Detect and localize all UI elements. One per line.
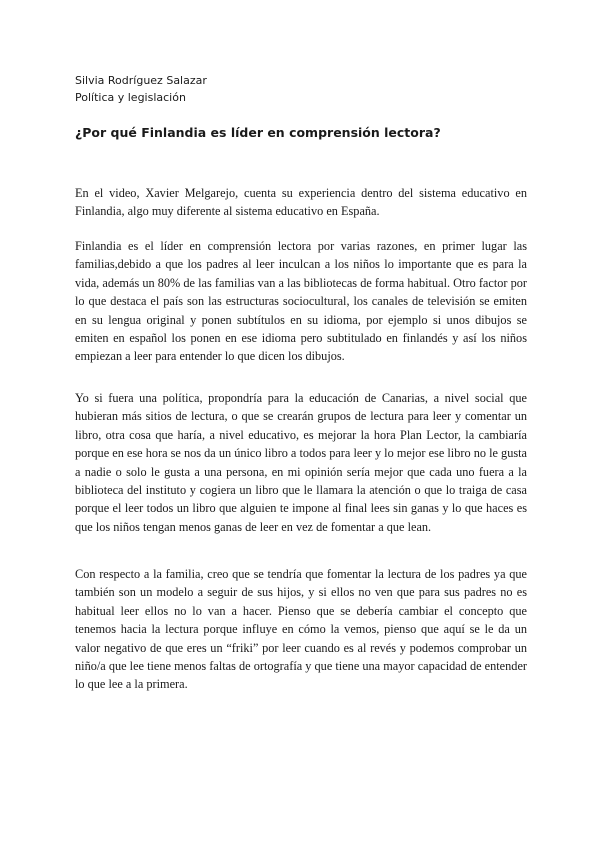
paragraph-proposal: Yo si fuera una política, propondría para la educación de Canarias, a nivel social que hubieran más sitios de lectura, o que se crearán grupos de lectura para leer y comentar un libro, otra cosa que haría, a nivel educativo, es mejorar la hora Plan Lector, la cambiaría porque en ese hora se nos da un único libro a todos para leer y lo mejor ese libro no le gusta a nadie o solo le gusta a una persona, en mi opinión sería mejor que cada uno fuera a la biblioteca del instituto y cogiera un libro que le llamara la atención o que lo traiga de casa porque el leer todos un libro que alguien te impone al final lees sin ganas y lo que haces es que los niños tengan menos ganas de leer en vez de fomentar a que lean. <box>75 391 527 534</box>
author-block <box>75 72 207 106</box>
document-title: ¿Por qué Finlandia es líder en comprensión lectora? <box>75 125 441 140</box>
author-name: Silvia Rodríguez Salazar <box>75 74 207 87</box>
paragraph-family: Con respecto a la familia, creo que se tendría que fomentar la lectura de los padres ya que también son un modelo a seguir de sus hijos, y si ellos no ven que para sus padres no es habitual leer ellos no lo van a hacer. Pienso que se debería cambiar el concepto que tenemos hacia la lectura porque influye en cómo la vemos, pienso que aquí se le da un valor negativo de que eres un “friki” por leer cuando es al revés y podemos comprobar un niño/a que lee tiene menos faltas de ortografía y que tiene una mayor capacidad de entender lo que lee a la primera. <box>75 567 527 692</box>
subject-name: Política y legislación <box>75 91 186 104</box>
paragraph-reasons: Finlandia es el líder en comprensión lectora por varias razones, en primer lugar las familias,debido a que los padres al leer inculcan a los niños lo importante que es para la vida, además un 80% de las familias van a las bibliotecas de forma habitual. Otro factor por lo que destaca el país son las estructuras sociocultural, los canales de televisión se emiten en su lengua original y ponen subtítulos en su idioma, por ejemplo si unos dibujos se emiten en español los ponen en ese idioma pero subtitulado en finlandés y así los niños empiezan a leer para entender lo que dicen los dibujos. <box>75 239 527 364</box>
paragraph-intro: En el video, Xavier Melgarejo, cuenta su experiencia dentro del sistema educativo en Finlandia, algo muy diferente al sistema educativo en España. <box>75 186 527 219</box>
